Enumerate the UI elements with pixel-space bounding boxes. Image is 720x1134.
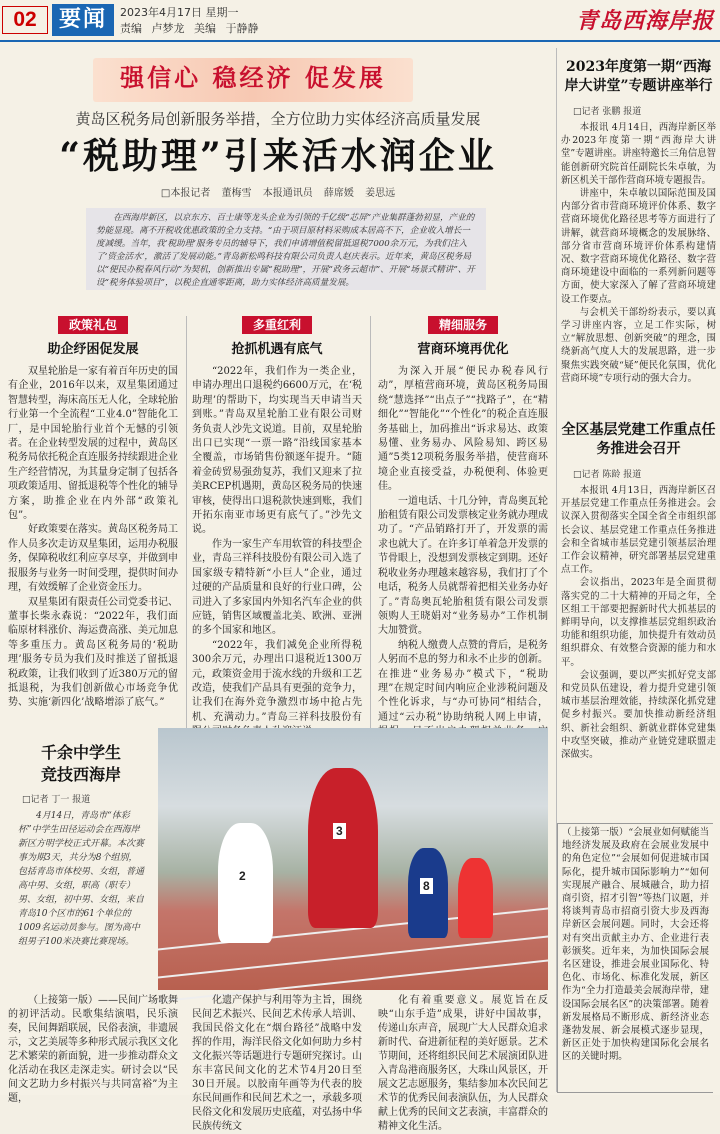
- paragraph: 讲座中，朱卓敏以国际范围及国内部分省市营商环境评价体系、数字营商环境优化路径思考等方面进行了讲解，就营商环境概念的发展脉络、部分省市营商环境评价体系构建情况、数字营商环境优化路径、数字营商环境建设中面临的一系列新问题等方面，使大家深入了解了营商环境建设工作要点。: [561, 188, 716, 305]
- story-body: [561, 121, 716, 391]
- continuation-story: [8, 994, 548, 1132]
- paragraph: 化有着重要意义。展览旨在反映“山东手造”成果，讲好中国故事，传递山东声音，展现广大人民群众追求新时代、奋进新征程的美好愿景。艺术节期间，还将组织民间艺术展演团队进入青岛港商服务区，大珠山风景区，开展文艺志愿服务，集结参加本次民间艺术节的优秀民间表演队伍，为人民群众献上优秀的民间文艺表演，丰富群众的精神文化生活。: [378, 995, 548, 1132]
- continuation-column: [192, 994, 362, 1132]
- story-lead: 在西海岸新区，以京东方、百士康等龙头企业为引领的千亿级“芯屏”产业集群蓬勃初显，产业的势能显现。离不开税收优惠政策的全力支持。“由于项目原材料采购成本居高不下，企业收入增长一度减缓。当年，我‘税助理’服务专员的辅导下，我们申请增值税留抵退税7000余万元，为我们注入了‘资金活水’，激活了发展动能。”青岛新松鸣科技有限公司负责人赵庆表示。近年来，黄岛区税务局以“便民办税春风行动”为契机，创新推出专属“税助理”，开展“政务云超市”、开展“场景式精讲”、开设“税务体验项目”，以税企直通零距离，助力实体经济高质量发展。: [86, 208, 486, 290]
- race-bib: 8: [420, 878, 433, 894]
- photo-story-text: [8, 728, 154, 990]
- topic-banner: [93, 58, 413, 102]
- photo-story: [8, 728, 548, 990]
- paragraph: （上接第一版）——民间广场歌舞的初评活动。民歌集结演唱，民乐演奏，民间舞蹈联展，民俗表演，非遗展示，文艺美展等多种形式展示我区文化艺术繁荣的新面貌，进一步推动群众文化活动在我区走深走实。研讨会以“民间文艺助力乡村振兴与共同富裕”为主题，: [8, 995, 178, 1104]
- column-tag: 政策礼包: [58, 316, 128, 334]
- column-divider: [186, 316, 187, 768]
- paragraph: “2022年，我们减免企业所得税300余万元，办理出口退税近1300万元，政策资金用于流水线的升级和工艺改造，使我们产品具有更强的竞争力，让我们在海外竞争激烈市场中抢占先机、充满动力。”青岛三祥科技股份有: [192, 639, 362, 723]
- continuation-box: [557, 823, 713, 1093]
- column-tag: 多重红利: [242, 316, 312, 334]
- paragraph: 会议强调，要以严实抓好党支部和党员队伍建设，着力提升党建引领城市基层治理效能，持续深化抓党建促乡村振兴。要加快推动新经济组织、新社会组织、新就业群体党建集中攻坚突破，推动产业链党建联盟走深做实。: [561, 669, 716, 761]
- photo-story-byline: □记者 丁一 报道: [22, 795, 91, 805]
- runner-figure: [458, 858, 493, 938]
- paragraph: 本报讯 4月14日，西海岸新区举办2023年度第一期“西海岸大讲堂”专题讲座。讲座特邀长三角信息智能创新研究院首任副院长朱卓敏，为新区机关干部作营商环境专题报告。: [561, 122, 716, 186]
- masthead-rule: [0, 40, 720, 42]
- title-line: 竞技西海岸: [40, 765, 121, 784]
- paragraph: 双星集团有限责任公司党委书记、董事长柴永森说：“2022年，我们面临原材料涨价、海运费高涨、美元加息等多重压力。黄岛区税务局的‘税助理’服务专员为我们及时推送了留抵退税政策，让我们收到了近380万元的留抵退税，为我们创新做心市场竞争优势、实施‘新四化’战略增添了底气。”: [8, 596, 178, 709]
- paragraph: 好政策要在落实。黄岛区税务局工作人员多次走访双星集团，运用办税服务，保障税收红利应享尽享，并做到申报服务与业务一时间受理，提供时间办理，有效缓解了企业资金压力。: [8, 524, 178, 594]
- paragraph: 本报讯 4月13日，西海岸新区召开基层党建工作重点任务推进会。会议深入贯彻落实全国全省全市组织部长会议、基层党建工作重点任务推进会和全省城市基层党建引领基层治理工作会议精神，研究部署基层党建重点工作。: [561, 485, 716, 576]
- story-byline: □记者 陈龄 报道: [573, 470, 642, 480]
- newspaper-brand: 青岛西海岸报: [575, 8, 714, 34]
- lecture-story: [561, 58, 716, 391]
- right-column: [556, 48, 716, 1092]
- story-title: 全区基层党建工作重点任务推进会召开: [561, 422, 716, 457]
- race-bib: 2: [236, 868, 249, 884]
- paragraph: 作为一家生产车用软管的科技型企业，青岛三祥科技股份有限公司入选了国家级专精特新“小巨人”企业，通过过硬的产品质量和良好的行业口碑，公司进入了多家国内外知名汽车企业的供应链，销售区域覆盖北美、欧洲、亚洲的多个国家和地区。: [192, 538, 362, 637]
- story-byline: □记者 张鹏 报道: [573, 107, 642, 117]
- story-body: [561, 484, 716, 774]
- paragraph: “2022年，我们作为一类企业，申请办理出口退税约6600万元，在‘税助理’的帮助下，均实现当天申请当天到账。”青岛双星轮胎工业有限公司财务负责人沙先文说道。目前，双星轮胎出口已实现“一票一路”沿线国家基本全覆盖，市场销售份额逐年提升。“随着金砖贸易强劲复苏，我们又迎来了拉美RCEP机遇期，黄岛区税务局的快速审核，使得出口退税款快速到账，我们开拓东南亚市场更有底气了。”沙先文说。: [192, 366, 362, 536]
- main-story: [8, 48, 548, 770]
- race-bib: 3: [333, 823, 346, 839]
- continuation-column: [378, 994, 548, 1132]
- paragraph: 为深入开展“便民办税春风行动”，厚植营商环境，黄岛区税务局围绕“慧选择”“出点子”“找路子”，在“精细化”“智能化”“个性化”的税企直连服务基础上，加码推出“诉求易达、政策易懂、业务易办、风险易知、跨区易通”5类12项税务服务举措，使营商环境企业直接受益，办税便利、体验更佳。: [378, 366, 548, 493]
- continuation-column: [8, 994, 178, 1104]
- masthead: [0, 0, 720, 40]
- column-body: [8, 365, 178, 765]
- paragraph: 会议指出，2023年是全面贯彻落实党的二十大精神的开局之年，全区组工干部要把握新时代大抓基层的鲜明导向，以支撑推基层党组织政治功能和组织功能，加快提升有效动员组织群众、有效整合资源的能力和水平。: [561, 577, 716, 668]
- column-tag: 精细服务: [428, 316, 498, 334]
- photo-story-title: [8, 742, 154, 786]
- title-line: 千余中学生: [40, 743, 121, 762]
- editor-line: 责编 卢梦龙 美编 于静静: [120, 22, 259, 35]
- story-byline: □本报记者 董梅雪 本报通讯员 薛席媛 姜思远: [160, 188, 396, 199]
- sprint-race-photo: [158, 728, 548, 990]
- column-divider: [370, 316, 371, 768]
- column-heading: 抢抓机遇有底气: [231, 342, 323, 357]
- date-line: 2023年4月17日 星期一: [120, 6, 239, 19]
- runner-figure: [308, 768, 378, 928]
- paragraph: 化遗产保护与利用等为主旨，围绕民间艺术振兴、民间艺术传承人培训、我国民俗文化在“烟台路径”战略中发挥的作用，海洋民俗文化如何助力乡村文化振兴等话题进行专题研究探讨。山东丰富民间文化的艺术节4月20日至30日开展。以胶南年画等为代表的胶东民间画作和民间艺术之一，承载多项民俗文化和发展历史底蕴，对弘扬中华民族传统文: [192, 995, 362, 1132]
- story-column-1: [8, 316, 178, 765]
- column-heading: 助企纾困促发展: [47, 342, 139, 357]
- paragraph: 与会机关干部纷纷表示，要以真学习讲座内容，立足工作实际，树立“解放思想、创新突破”的理念，围绕新高气度人大的发展思路，进一步聚焦实践突破“疑”便民化氛围，优化营商环境”专项行动的强大合力。: [561, 306, 716, 384]
- paragraph: 纳税人缴费人点赞的背后，是税务人躬而不息的努力和永不止步的创新。在推进“业务易办”模式下，“税助理”在规定时间内响应企业涉税问题及个性化诉求，与“办可协同”相结合，通过“云办税”协助纳税人网上申请，: [378, 639, 548, 723]
- page-number: 02: [2, 6, 48, 34]
- paragraph: 一道电话、十几分钟，青岛奥瓦轮胎租赁有限公司发票核定业务就办理成功了。“产品销路打开了，开发票的需求也就大了。在许多订单着急开发票的节骨眼上，没想到发票核定到期。还好税收业务办理越来越容易，我们打了个电话，税务人员就帮着把相关业务办好了。”青岛奥瓦轮胎租赁有限公司发票领购人王晓娟对“业务易办”工作机制大加赞赏。: [378, 495, 548, 637]
- continuation-body: （上接第一版）“会展业如何赋能当地经济发展及政府在会展业发展中的角色定位”“会展如何促进城市国际化，提升城市国际影响力”“如何实现展产融合、展城融合，助力招商引资，招才引智”等热门议题，并将谈判青岛市招商引资大步及西海岸新区会展问题。同时，大会还将对有突出贡献主办方、企业进行表彰颁奖。近年来，为加快国际会展名区建设，推进会展业国际化、特色化、市场化、标准化发展，新区作为“全力打造最美会展海岸带，建设国际会展名区”的决策部署。随着新发展格局不断形成、新经济业态蓬勃发展、新会展模式逐步显现，新区正处于加快构建国际化会展名区的关键时期。: [562, 827, 709, 1063]
- section-label: 要闻: [52, 4, 114, 36]
- column-heading: 营商环境再优化: [417, 342, 509, 357]
- paragraph: 双星轮胎是一家有着百年历史的国有企业，2016年以来，双星集团通过智慧转型，海床高压无人化，全球轮胎行业第一个全流程“工业4.0”智能化工厂，是中国轮胎行业首个无憾的引领者。在企业转型发展的过程中，黄岛区税务局依托税企直连服务持续跟进企业生产经营情况，为其量身定制了包括各项政策适用、留抵退税等个性化的辅导方案，助推企业在内外部“政策礼包”。: [8, 366, 178, 522]
- topic-banner-text: 强信心 稳经济 促发展: [120, 63, 386, 92]
- story-title: 2023年度第一期“西海岸大讲堂”专题讲座举行: [564, 59, 713, 94]
- party-building-story: [561, 421, 716, 774]
- photo-story-body: 4月14日，青岛市“体彩杯”中学生田径运动会在西海岸新区方明学校正式开幕。本次赛事为期3天，共分为8个组别，包括青岛市体校男、女组，普通高中男、女组，职高（职专）男、女组，初中男、女组，来自青岛10个区市的61个单位的1009名运动员参与。图为高中组男子100米决赛比赛现场。: [18, 811, 145, 947]
- story-headline: “税助理”引来活水润企业: [59, 135, 497, 177]
- story-subtitle: 黄岛区税务局创新服务举措，全方位助力实体经济高质量发展: [75, 110, 481, 128]
